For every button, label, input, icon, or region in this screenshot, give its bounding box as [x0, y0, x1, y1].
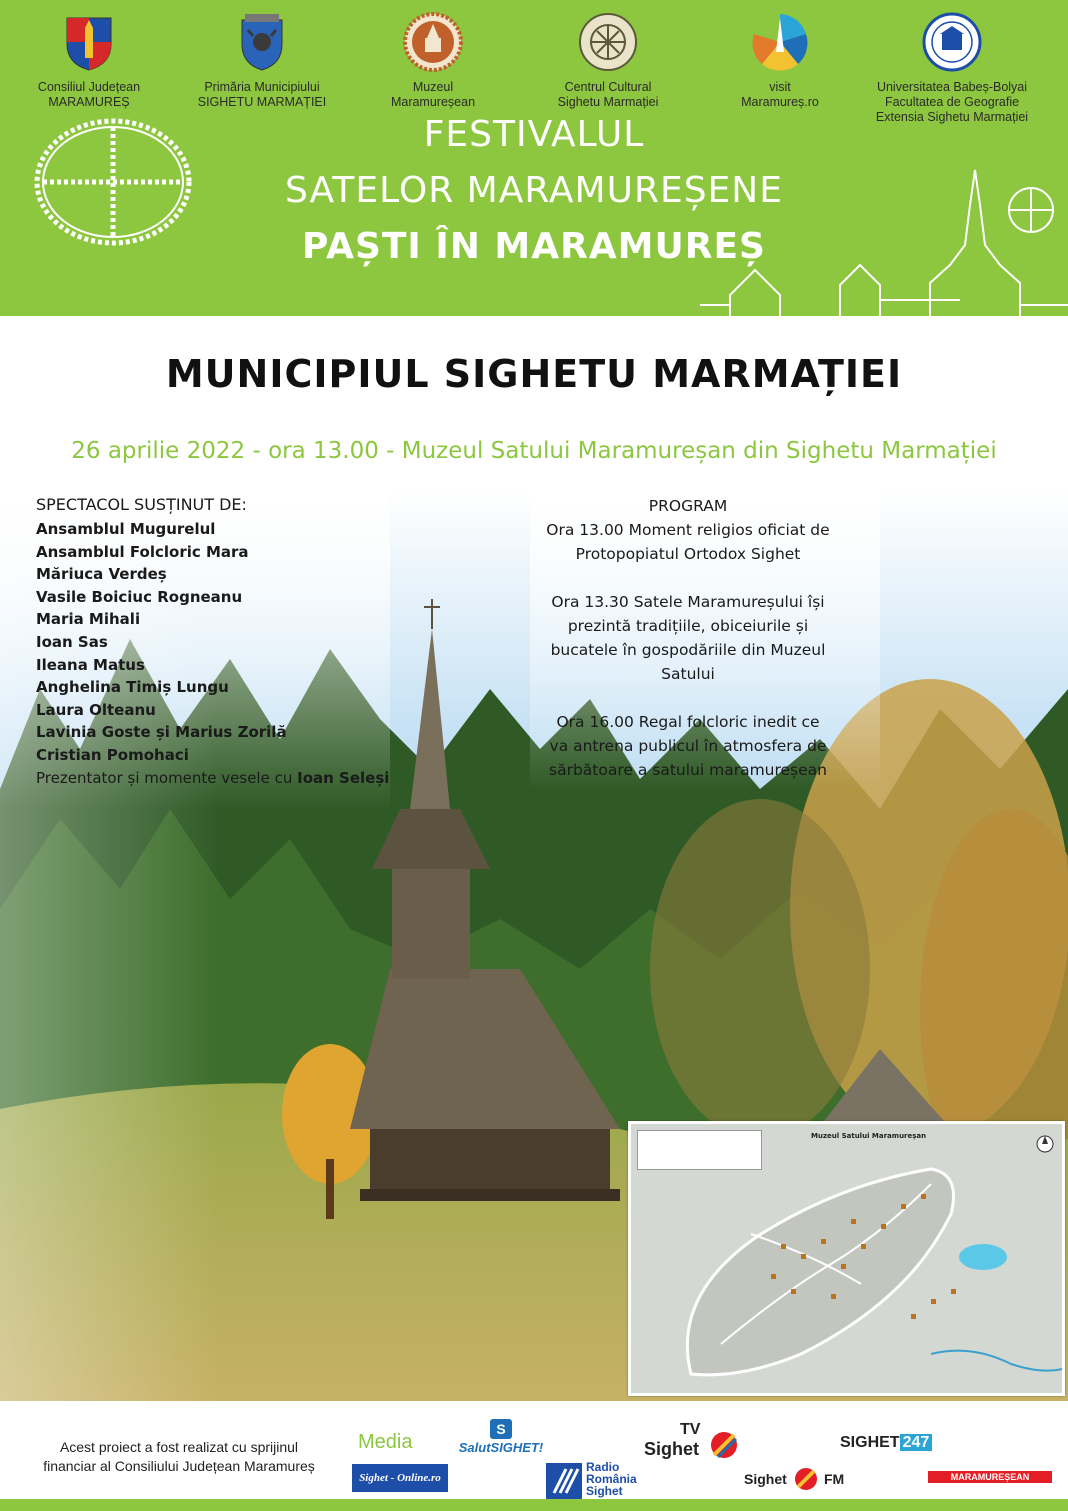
sponsor-tv-sighet[interactable]: [644, 1421, 744, 1461]
page-title: MUNICIPIUL SIGHETU MARMAȚIEI: [165, 352, 903, 396]
presenter-prefix: Prezentator și momente vesele cu: [36, 768, 298, 787]
sighet247-label: SIGHET: [840, 1434, 900, 1451]
sponsor-label: SalutSIGHET!: [458, 1440, 544, 1455]
footer: [0, 1401, 1068, 1511]
logo-museum[interactable]: [378, 12, 488, 110]
program-line: Ora 13.00 Moment religios oficiat de: [546, 521, 830, 539]
sponsor-label: Sighet - Online.ro: [359, 1472, 441, 1484]
media-label: Media: [358, 1431, 413, 1453]
sponsor-salut-sighet[interactable]: [456, 1419, 546, 1463]
sponsor-label: MARAMUREȘEAN: [950, 1472, 1030, 1482]
logo-university[interactable]: [866, 12, 1038, 125]
festival-line-2: SATELOR MARAMUREȘENE: [285, 170, 783, 211]
performer-item: Maria Mihali: [36, 610, 141, 629]
fm-label: FM: [824, 1471, 845, 1487]
program-section: [528, 494, 848, 782]
funding-credit: [14, 1438, 344, 1476]
logo-caption: Universitatea Babeș-Bolyai: [876, 80, 1028, 94]
logo-city-hall[interactable]: [190, 12, 334, 110]
performer-item: Ansamblul Folcloric Mara: [36, 542, 249, 561]
program-line: sărbătoare a satului maramureșean: [549, 761, 827, 779]
logo-caption: Centrul Cultural: [564, 80, 652, 94]
program-line: prezintă tradițiile, obiceiurile și: [567, 617, 809, 635]
performers-heading: SPECTACOL SUSȚINUT DE:: [36, 495, 247, 514]
sponsor-radio-romania[interactable]: [546, 1461, 666, 1503]
city-crest-icon: [232, 12, 292, 72]
cultural-center-logo-icon: [578, 12, 638, 72]
festival-line-3: PAȘTI ÎN MARAMUREȘ: [302, 226, 766, 267]
logo-caption-sub: Facultatea de Geografie: [884, 95, 1020, 109]
radio-line-3: Sighet: [586, 1484, 623, 1498]
performer-item: Măriuca Verdeș: [36, 565, 167, 584]
visit-maramures-logo-icon: [750, 12, 810, 72]
presenter-name: Ioan Seleși: [297, 768, 390, 787]
program-line: bucatele în gospodăriile din Muzeul: [550, 641, 826, 659]
map-legend: [637, 1130, 762, 1170]
credit-line-1: Acest proiect a fost realizat cu sprijinul: [59, 1439, 299, 1455]
fm-sighet-label: Sighet: [744, 1471, 787, 1487]
footer-green-bar: [0, 1499, 1068, 1511]
logo-caption-sub: MARAMUREȘ: [48, 95, 130, 109]
county-crest-icon: [59, 12, 119, 72]
performer-item: Ileana Matus: [36, 655, 145, 674]
logo-cultural-center[interactable]: [548, 12, 668, 110]
program-line: va antrena publicul în atmosfera de: [549, 737, 827, 755]
museum-logo-icon: [403, 12, 463, 72]
performer-item: Vasile Boiciuc Rogneanu: [36, 587, 243, 606]
tv-sighet-label: Sighet: [644, 1439, 700, 1459]
credit-line-2: financiar al Consiliului Județean Maramureș: [43, 1458, 315, 1474]
program-heading: PROGRAM: [648, 497, 728, 515]
map-title: Muzeul Satului Maramureșan: [811, 1132, 927, 1140]
performer-item: Cristian Pomohaci: [36, 745, 189, 764]
logo-caption-sub: Maramureș.ro: [741, 95, 819, 109]
program-line: Ora 16.00 Regal folcloric inedit ce: [556, 713, 820, 731]
program-line: Ora 13.30 Satele Maramureșului își: [551, 593, 825, 611]
logo-caption-sub: Sighetu Marmației: [557, 95, 659, 109]
sponsor-sighet-online[interactable]: [352, 1464, 448, 1492]
program-line: Satului: [661, 665, 715, 683]
sighet-fm-icon: [794, 1467, 818, 1491]
presenter-line: [36, 767, 406, 790]
performer-item: Ioan Sas: [36, 632, 108, 651]
tv-label: TV: [680, 1421, 701, 1438]
program-line: Protopopiatul Ortodox Sighet: [575, 545, 801, 563]
radio-line-2: România: [586, 1472, 637, 1486]
logo-caption: Muzeul: [412, 80, 454, 94]
tv-sighet-icon: [710, 1431, 738, 1459]
performer-item: Ansamblul Mugurelul: [36, 520, 216, 538]
logo-visit-maramures[interactable]: [730, 12, 830, 110]
logo-caption: Consiliul Județean: [37, 80, 141, 94]
logo-caption: Primăria Municipiului: [204, 80, 320, 94]
logo-caption-sub2: Extensia Sighetu Marmației: [875, 110, 1029, 124]
sponsor-sighet-247[interactable]: [840, 1434, 940, 1454]
logo-caption: visit: [769, 80, 791, 94]
museum-map[interactable]: [628, 1121, 1065, 1396]
performer-item: Laura Olteanu: [36, 700, 156, 719]
performer-item: Anghelina Timiș Lungu: [36, 678, 229, 697]
performers-list: [36, 494, 406, 789]
university-seal-icon: [922, 12, 982, 72]
performer-item: Lavinia Goste și Marius Zorilă: [36, 723, 287, 742]
header-band: [0, 0, 1068, 316]
logo-caption-sub: SIGHETU MARMAȚIEI: [197, 95, 327, 109]
sighet247-number: 247: [900, 1434, 933, 1451]
salut-sighet-icon: [490, 1419, 512, 1439]
sponsor-sighet-fm[interactable]: [744, 1467, 854, 1493]
radio-line-1: Radio: [586, 1460, 620, 1474]
logo-county-council[interactable]: [28, 12, 150, 110]
logo-caption-sub: Maramureșean: [390, 95, 476, 109]
radio-romania-icon: [546, 1463, 582, 1499]
sponsor-maramuresean[interactable]: [928, 1471, 1052, 1483]
event-date-line: 26 aprilie 2022 - ora 13.00 - Muzeul Satului Maramureșan din Sighetu Marmației: [71, 438, 997, 464]
festival-line-1: FESTIVALUL: [423, 114, 645, 155]
svg-text:S: S: [496, 1421, 506, 1437]
